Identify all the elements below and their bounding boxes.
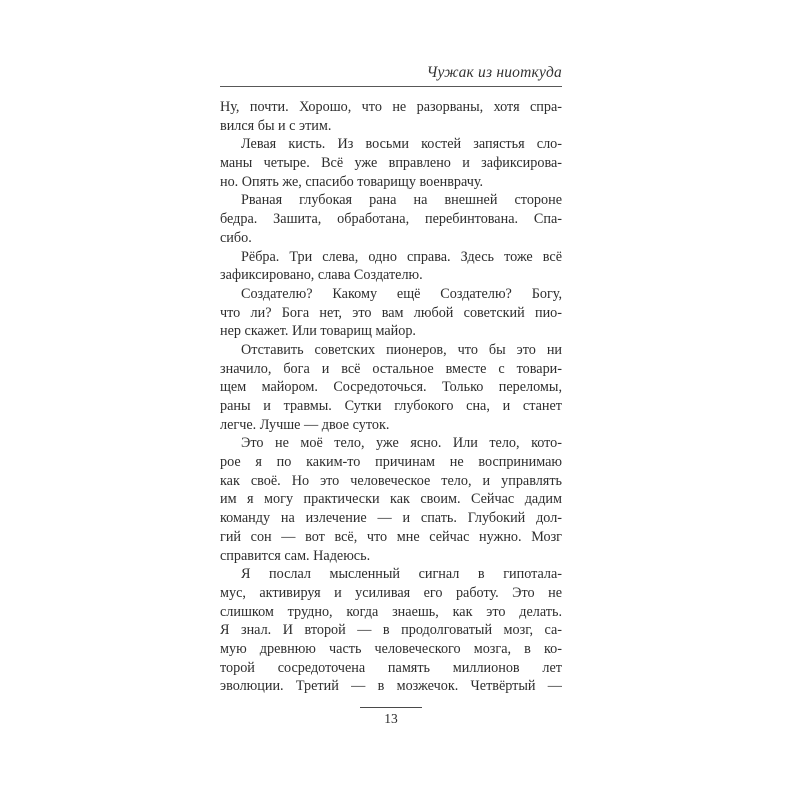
text-line: Я знал. И второй — в продолговатый мозг, са-: [220, 622, 562, 639]
text-line: Создателю? Какому ещё Создателю? Богу,: [241, 285, 562, 302]
text-line: мую древнюю часть человеческого мозга, в ко-: [220, 640, 562, 657]
text-line: гий сон — вот всё, что мне сейчас нужно. Мозг: [220, 528, 562, 545]
text-column: [220, 0, 562, 727]
text-line: сибо.: [220, 229, 252, 246]
text-line: им я могу практически как своим. Сейчас дадим: [220, 491, 562, 508]
text-line: торой сосредоточена память миллионов лет: [220, 659, 562, 676]
text-line: Рваная глубокая рана на внешней стороне: [241, 192, 562, 209]
text-line: значило, бога и всё остальное вместе с товари-: [220, 360, 562, 377]
text-line: Левая кисть. Из восьми костей запястья сло-: [241, 136, 562, 153]
body-text: [220, 98, 562, 696]
text-line: что ли? Бога нет, это вам любой советский пио-: [220, 304, 562, 321]
text-line: вился бы и с этим.: [220, 117, 332, 134]
text-line: маны четыре. Всё уже вправлено и зафиксирова-: [220, 155, 562, 172]
running-title: Чужак из ниоткуда: [426, 64, 562, 81]
text-line: бедра. Зашита, обработана, перебинтована. Спа-: [220, 211, 562, 228]
footer-rule: [360, 707, 422, 708]
text-line: мус, активируя и усиливая его работу. Это не: [220, 584, 562, 601]
text-line: Это не моё тело, уже ясно. Или тело, кото-: [241, 435, 562, 452]
text-line: легче. Лучше — двое суток.: [220, 416, 390, 433]
text-line: слишком трудно, когда знаешь, как это делать.: [220, 603, 562, 620]
text-line: эволюции. Третий — в мозжечок. Четвёртый —: [220, 678, 562, 695]
text-line: но. Опять же, спасибо товарищу военврачу.: [220, 173, 484, 190]
text-line: зафиксировано, слава Создателю.: [220, 267, 423, 284]
text-line: нер скажет. Или товарищ майор.: [220, 323, 416, 340]
page-number: 13: [384, 711, 398, 726]
text-line: рое я по каким-то причинам не воспринимаю: [220, 454, 562, 471]
text-line: справится сам. Надеюсь.: [220, 547, 371, 564]
text-line: как своё. Но это человеческое тело, и управлять: [220, 472, 562, 489]
header-rule: [220, 86, 562, 87]
text-line: Рёбра. Три слева, одно справа. Здесь тоже всё: [241, 248, 562, 265]
text-line: Отставить советских пионеров, что бы это ни: [241, 341, 562, 358]
text-line: команду на излечение — и спать. Глубокий дол-: [220, 510, 562, 527]
text-line: Ну, почти. Хорошо, что не разорваны, хотя спра-: [220, 99, 562, 115]
text-line: щем майором. Сосредоточься. Только переломы,: [220, 379, 562, 396]
text-line: Я послал мысленный сигнал в гипотала-: [241, 566, 562, 583]
text-line: раны и травмы. Сутки глубокого сна, и станет: [220, 398, 562, 414]
